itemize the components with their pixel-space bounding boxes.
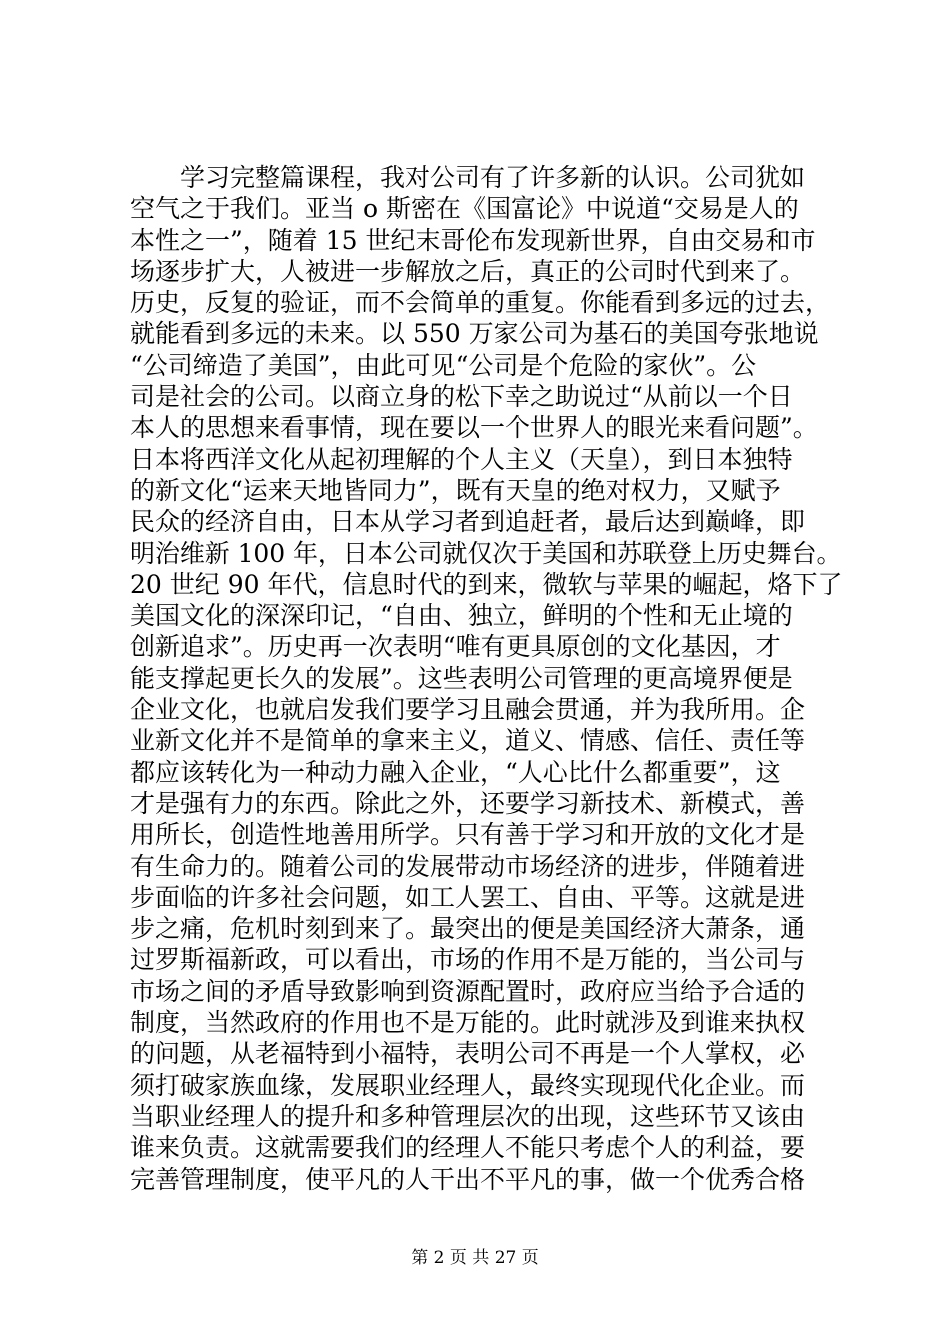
text-line: 空气之于我们。亚当 o 斯密在《国富论》中说道“交易是人的 [130,194,799,224]
text-line: 就能看到多远的未来。以 550 万家公司为基石的美国夸张地说 [130,319,819,349]
body-paragraph [130,162,842,1195]
text-line: 市场之间的矛盾导致影响到资源配置时，政府应当给予合适的 [130,976,806,1006]
text-line: 本人的思想来看事情，现在要以一个世界人的眼光来看问题”。 [130,413,818,443]
text-line: 场逐步扩大，人被进一步解放之后，真正的公司时代到来了。 [130,256,806,286]
text-line: 有生命力的。随着公司的发展带动市场经济的进步，伴随着进 [130,851,806,881]
text-line: 企业文化，也就启发我们要学习且融会贯通，并为我所用。企 [130,695,806,725]
text-line: 的问题，从老福特到小福特，表明公司不再是一个人掌权，必 [130,1039,806,1069]
text-line: “公司缔造了美国”，由此可见“公司是个危险的家伙”。公 [130,350,757,380]
text-line: 步面临的许多社会问题，如工人罢工、自由、平等。这就是进 [130,882,806,912]
text-line: 明治维新 100 年，日本公司就仅次于美国和苏联登上历史舞台。 [130,538,842,568]
text-line: 司是社会的公司。以商立身的松下幸之助说过“从前以一个日 [130,382,793,412]
text-line: 历史，反复的验证，而不会简单的重复。你能看到多远的过去， [130,288,831,318]
text-line: 本性之一”，随着 15 世纪末哥伦布发现新世界，自由交易和市 [130,225,816,255]
text-line: 过罗斯福新政，可以看出，市场的作用不是万能的，当公司与 [130,945,806,975]
text-line: 民众的经济自由，日本从学习者到追赶者，最后达到巅峰，即 [130,507,806,537]
text-line: 20 世纪 90 年代，信息时代的到来，微软与苹果的崛起，烙下了 [130,569,843,599]
page-footer: 第 2 页 共 27 页 [411,1248,539,1268]
text-line: 才是强有力的东西。除此之外，还要学习新技术、新模式，善 [130,788,806,818]
text-line: 业新文化并不是简单的拿来主义，道义、情感、信任、责任等 [130,726,806,756]
text-line: 都应该转化为一种动力融入企业，“人心比什么都重要”，这 [130,757,781,787]
text-line: 的新文化“运来天地皆同力”，既有天皇的绝对权力，又赋予 [130,475,781,505]
text-line: 须打破家族血缘，发展职业经理人，最终实现现代化企业。而 [130,1070,806,1100]
text-line: 美国文化的深深印记，“自由、独立，鲜明的个性和无止境的 [130,601,793,631]
text-line: 制度，当然政府的作用也不是万能的。此时就涉及到谁来执权 [130,1008,806,1038]
text-line: 创新追求”。历史再一次表明“唯有更具原创的文化基因，才 [130,632,781,662]
text-line: 当职业经理人的提升和多种管理层次的出现，这些环节又该由 [130,1101,806,1131]
text-line: 学习完整篇课程，我对公司有了许多新的认识。公司犹如 [180,163,806,192]
text-line: 完善管理制度，使平凡的人干出不平凡的事，做一个优秀合格 [130,1164,806,1194]
text-line: 能支撑起更长久的发展”。这些表明公司管理的更高境界便是 [130,663,793,693]
text-line: 用所长，创造性地善用所学。只有善于学习和开放的文化才是 [130,820,806,850]
text-line: 谁来负责。这就需要我们的经理人不能只考虑个人的利益，要 [130,1133,806,1163]
text-line: 步之痛，危机时刻到来了。最突出的便是美国经济大萧条，通 [130,914,806,944]
text-line: 日本将西洋文化从起初理解的个人主义（天皇），到日本独特 [130,444,793,474]
